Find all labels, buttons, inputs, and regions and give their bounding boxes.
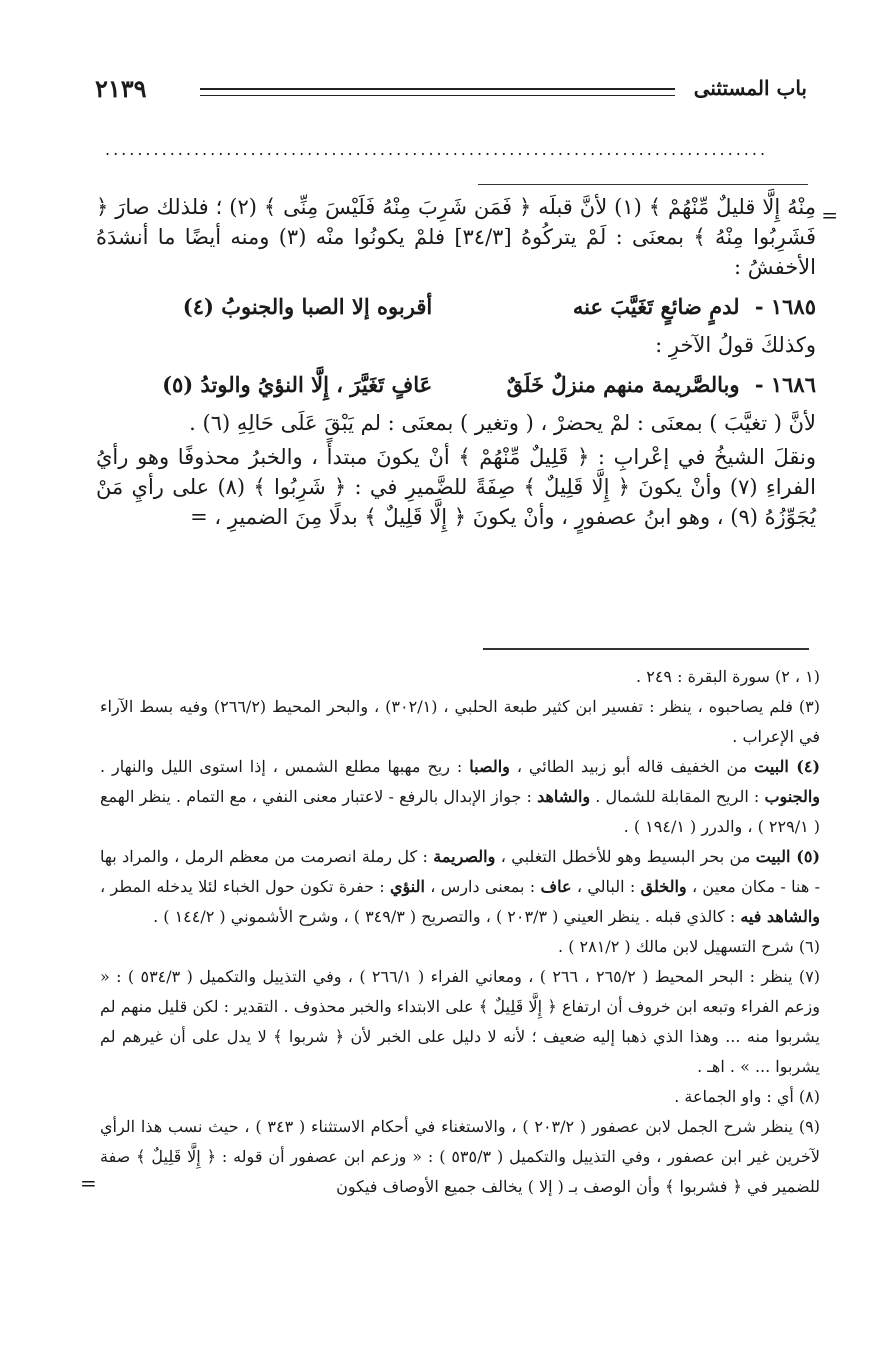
line: رأيُ الفراءِ (٧) وأنْ يكونَ ﴿ إِلَّا قَلِيلٌ ﴾ صِفَةً للضَّميرِ في : ﴿ شَرِبُوا ﴾ (٨) على رأيِ xyxy=(96,445,816,499)
verse-1686 xyxy=(96,366,816,404)
verse-hemistich-1: وبالصَّريمة منهم منزلٌ خَلَقٌ xyxy=(506,372,740,397)
footnote-continuation-mark: = xyxy=(80,1171,97,1195)
bold-term: والصريمة xyxy=(433,847,496,866)
line: صارَ ﴿ فَشَرِبُوا مِنْهُ ﴾ بمعنَى : لَمْ يتركُوهُ [٣٤/٣] فلمْ يكونُوا منْه (٣) ومنه أيضًا ما xyxy=(96,195,817,249)
bold-term: عاف xyxy=(540,877,572,896)
text: : كالذي قبله . ينظر العيني ( ٢٠٣/٣ ) ، والتصريح ( ٣٤٩/٣ ) ، وشرح الأشموني ( ١٤٤/٢ ) . xyxy=(153,907,741,926)
line: مَنْ يُجَوِّزُهُ (٩) ، وهو ابنُ عصفورٍ ، وأنْ يكونَ ﴿ إِلَّا قَلِيلٌ ﴾ بدلًا مِنَ الضميرِ ، = xyxy=(96,475,816,529)
bold-term: (٥) البيت xyxy=(755,847,821,866)
chapter-title: باب المستثنى xyxy=(693,76,807,100)
bold-term: (٤) البيت xyxy=(754,757,821,776)
line: أنشدَهُ الأخفشُ : xyxy=(96,225,816,279)
verse-hemistich-2: عَافٍ تَغَيَّرَ ، إِلَّا النؤيُ والوتدُ (٥) xyxy=(162,372,433,397)
page-number: ٢١٣٩ xyxy=(95,74,147,103)
verse-number: ١٦٨٦ - xyxy=(754,372,816,397)
text: : البالي ، xyxy=(571,877,641,896)
page-header xyxy=(95,74,807,108)
paragraph-2: وكذلكَ قولُ الآخرِ : xyxy=(655,333,816,357)
bold-term: والصبا xyxy=(469,757,510,776)
text: من الخفيف قاله أبو زبيد الطائي ، xyxy=(509,757,755,776)
footnote-separator xyxy=(483,648,809,650)
paragraph-4 xyxy=(96,442,816,532)
text: : حفرة تكون حول الخباء لئلا يدخله المطر ، xyxy=(100,877,390,896)
line: ونقلَ الشيخُ في إعْرابِ : ﴿ قَلِيلٌ مِّنْهُمْ ﴾ أنْ يكونَ مبتدأً ، والخبرُ محذوفًا وهو xyxy=(137,445,816,469)
text: : جواز الإبدال بالرفع - لاعتبار معنى النفي ، مع التمام . ينظر الهمع ( ٢٢٩/١ ) ، والدرر ( ١٩٤/١ ) . xyxy=(100,787,820,836)
footnote-7: (٧) ينظر : البحر المحيط ( ٢٦٥/٢ ، ٢٦٦ ) ، ومعاني الفراء ( ٢٦٦/١ ) ، وفي التذييل والتكميل ( ٥٣٤/٣ ) : « وزعم الفراء وتبعه ابن خروف أن ارتفاع ﴿ إِلَّا قَلِيلٌ ﴾ على الابتداء والخبر محذوف . التقدير : لكن قليل منهم لم يشربوا منه ... وهذا الذي ذهبا إليه ضعيف ؛ لأنه لا دليل على الخبر لأن ﴿ شربوا ﴾ لا يدل على أن غيرهم لم يشربوا ... » . اهـ . xyxy=(100,967,821,1076)
text: : الريح المقابلة للشمال . xyxy=(590,787,765,806)
verse-1685 xyxy=(96,288,816,326)
text: : ريح مهبها مطلع الشمس ، إذا استوى الليل والنهار . xyxy=(100,757,470,776)
footnote-8: (٨) أي : واو الجماعة . xyxy=(674,1087,820,1106)
verse-hemistich-1: لدمٍ ضائعٍ تَغَيَّبَ عنه xyxy=(572,294,740,319)
text: من بحر البسيط وهو للأخطل التغلبي ، xyxy=(495,847,756,866)
bold-term: النؤي xyxy=(390,877,425,896)
bold-term: والشاهد xyxy=(537,787,591,806)
continuation-mark: = xyxy=(821,203,838,227)
footnote-4 xyxy=(100,752,820,842)
main-text xyxy=(96,192,838,536)
footnote-6: (٦) شرح التسهيل لابن مالك ( ٢٨١/٢ ) . xyxy=(558,937,820,956)
paragraph-1 xyxy=(96,192,816,282)
footnote-1-2: (١ ، ٢) سورة البقرة : ٢٤٩ . xyxy=(636,667,820,686)
text: : كل رملة انصرمت من معظم الرمل ، والمراد بها - هنا - مكان معين ، xyxy=(100,847,820,896)
verse-hemistich-2: أقربوه إلا الصبا والجنوبُ (٤) xyxy=(182,294,433,319)
footnote-9: (٩) ينظر شرح الجمل لابن عصفور ( ٢٠٣/٢ ) ، والاستغناء في أحكام الاستثناء ( ٣٤٣ ) ، حيث نسب هذا الرأي لآخرين غير ابن عصفور ، وفي التذييل والتكميل ( ٥٣٥/٣ ) : « وزعم ابن عصفور أن قوله : ﴿ إِلَّا قَلِيلٌ ﴾ صفة للضمير في ﴿ فشربوا ﴾ وأن الوصف بـ ( إلا ) يخالف جميع الأوصاف فيكون xyxy=(100,1117,821,1196)
paragraph-3: لأنَّ ( تغيَّبَ ) بمعنَى : لمْ يحضرْ ، ( وتغير ) بمعنَى : لم يَبْقَ عَلَى حَالِهِ (٦) . xyxy=(189,411,816,435)
verse-number: ١٦٨٥ - xyxy=(754,294,816,319)
header-rule xyxy=(200,88,675,96)
footnote-3: (٣) فلم يصاحبوه ، ينظر : تفسير ابن كثير طبعة الحلبي ، (٣٠٢/١) ، والبحر المحيط (٢٦٦/٢) وفيه بسط الآراء في الإعراب . xyxy=(100,697,820,746)
bold-term: والجنوب xyxy=(764,787,821,806)
line: مِنْهُ إِلَّا قليلٌ مِّنْهُمْ ﴾ (١) لأنَّ قبلَه ﴿ فَمَن شَرِبَ مِنْهُ فَلَيْسَ مِنِّى ﴾ (٢) ؛ فلذلك xyxy=(156,195,816,219)
text: : بمعنى دارس ، xyxy=(424,877,541,896)
bold-term: والشاهد فيه xyxy=(740,907,820,926)
footnote-5 xyxy=(100,842,820,932)
footnotes xyxy=(80,662,821,1202)
top-rule xyxy=(478,184,808,185)
bold-term: والخلق xyxy=(640,877,687,896)
dotted-separator: .................................................................................. xyxy=(105,140,769,159)
